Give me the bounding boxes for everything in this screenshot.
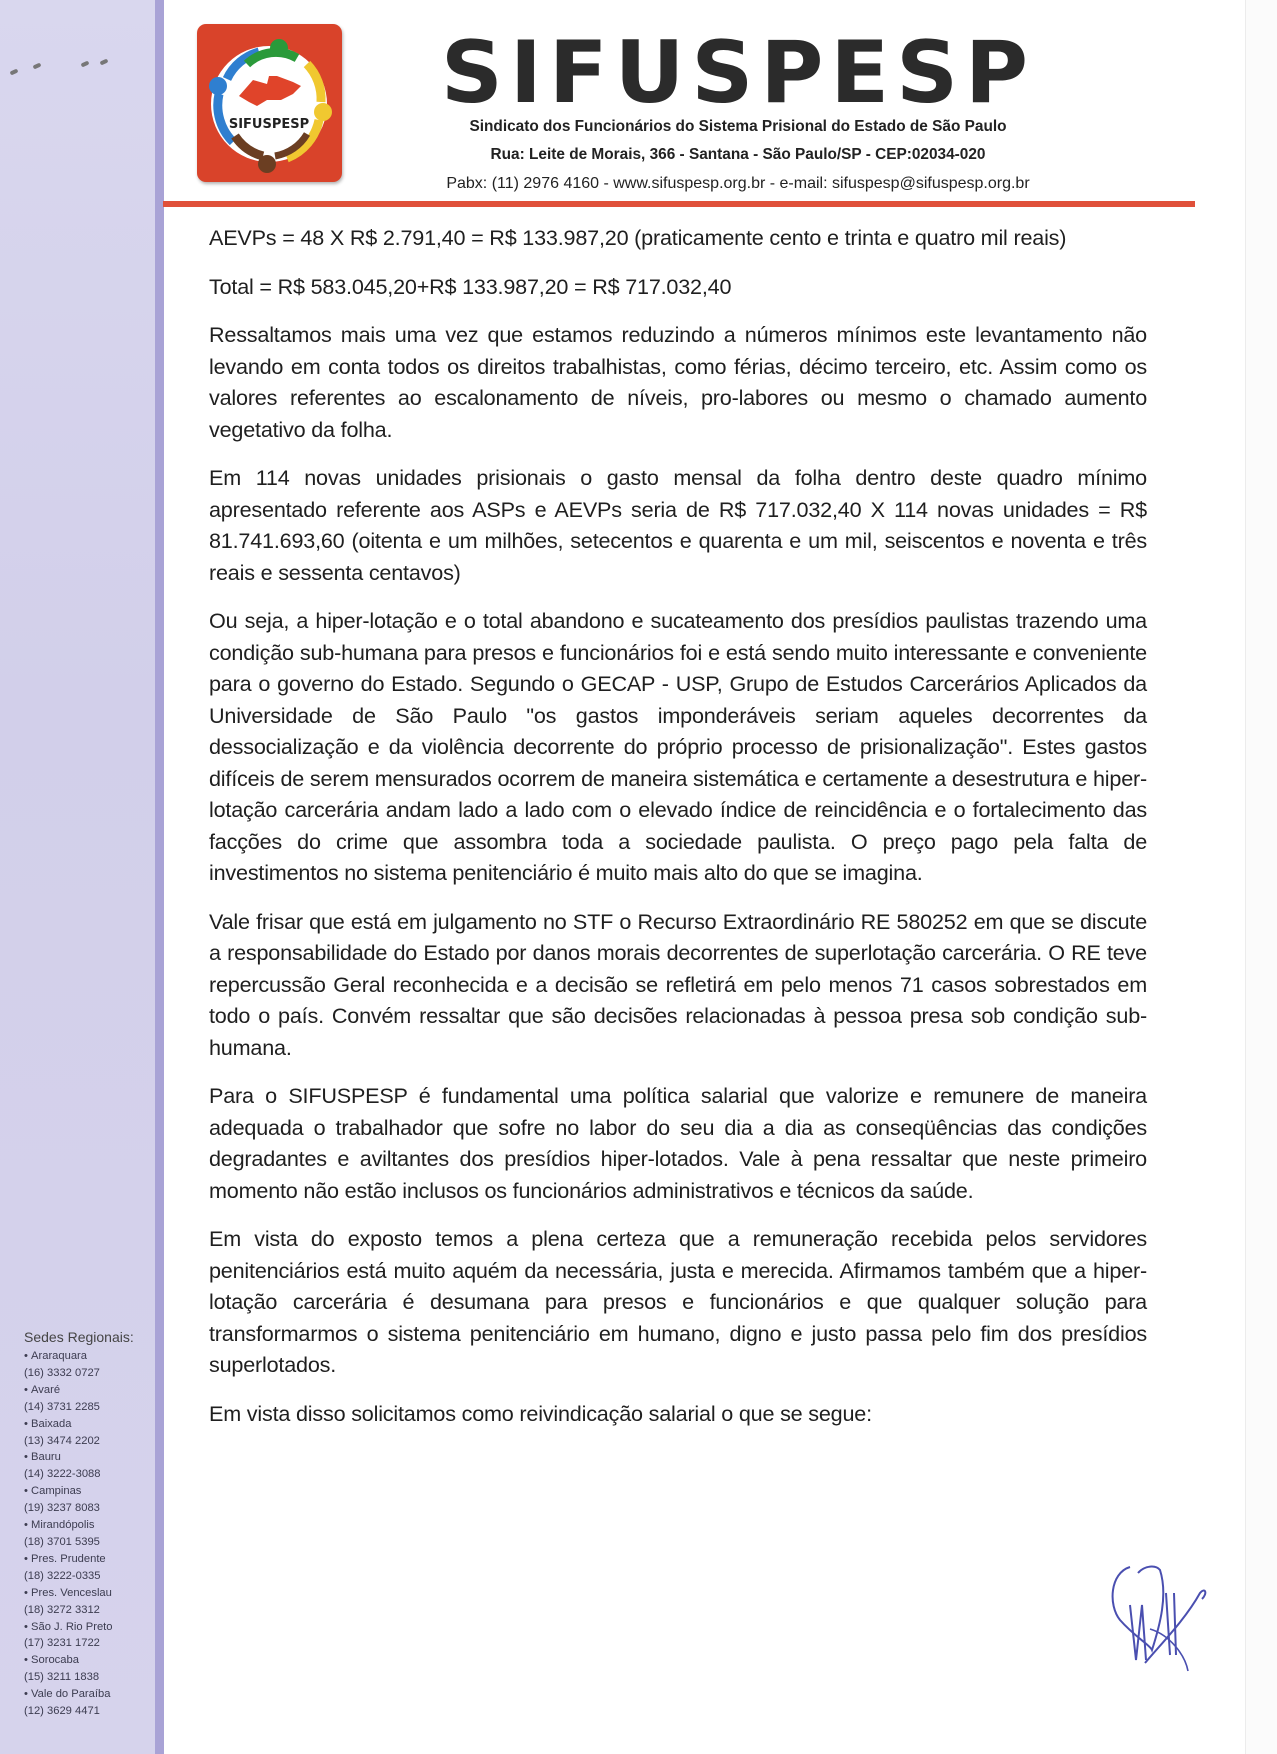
- paragraph-request: Em vista disso solicitamos como reivindicação salarial o que se segue:: [209, 1400, 872, 1426]
- office-item: • Baixada (13) 3474 2202: [24, 1416, 154, 1450]
- regional-offices-list: [24, 1327, 154, 1720]
- letter-body: [209, 222, 1147, 1446]
- signature-icon: [1090, 1565, 1210, 1675]
- office-phone: (17) 3231 1722: [24, 1637, 100, 1650]
- office-phone: (18) 3272 3312: [24, 1603, 100, 1616]
- office-item: • Campinas (19) 3237 8083: [24, 1483, 154, 1517]
- page-edge: [1245, 0, 1277, 1754]
- paragraph-aevps-calc: AEVPs = 48 X R$ 2.791,40 = R$ 133.987,20 (praticamente cento e trinta e quatro mil reais): [209, 225, 1067, 250]
- office-item: • Vale do Paraíba (12) 3629 4471: [24, 1686, 154, 1720]
- regional-offices-sidebar: [0, 0, 155, 1754]
- office-item: • Bauru (14) 3222-3088: [24, 1449, 154, 1483]
- paragraph-salary-policy: Para o SIFUSPESP é fundamental uma política salarial que valorize e remunere de maneira adequada o trabalhador que sofre no labor do seu dia a dia as conseqüências das condições degradantes e aviltantes dos presídios hiper-lotados. Vale à pena ressaltar que neste primeiro momento não estão inclusos os funcionários administrativos e técnicos da saúde.: [209, 1083, 1147, 1203]
- office-item: • São J. Rio Preto (17) 3231 1722: [24, 1619, 154, 1653]
- office-phone: (12) 3629 4471: [24, 1705, 100, 1718]
- office-item: • Pres. Venceslau (18) 3272 3312: [24, 1585, 154, 1619]
- union-circle-icon: [197, 24, 342, 182]
- svg-text:SIFUSPESP: SIFUSPESP: [228, 117, 310, 132]
- brand-title: SIFUSPESP: [440, 23, 1036, 123]
- office-phone: (14) 3222-3088: [24, 1468, 101, 1481]
- organization-address: Rua: Leite de Morais, 366 - Santana - São Paulo/SP - CEP:02034-020: [490, 146, 986, 163]
- office-phone: (18) 3701 5395: [24, 1535, 100, 1548]
- office-phone: (15) 3211 1838: [24, 1671, 100, 1684]
- office-item: • Mirandópolis (18) 3701 5395: [24, 1517, 154, 1551]
- paragraph-stf-appeal: Vale frisar que está em julgamento no STF o Recurso Extraordinário RE 580252 em que se discute a responsabilidade do Estado por danos morais decorrentes de superlotação carcerária. O RE teve repercussão Geral reconhecida e a decisão se refletirá em pelo menos 71 casos sobrestados em todo o país. Convém ressaltar que são decisões relacionadas à pessoa presa sob condição sub-humana.: [209, 908, 1147, 1060]
- office-item: • Pres. Prudente (18) 3222-0335: [24, 1551, 154, 1585]
- office-phone: (19) 3237 8083: [24, 1502, 100, 1515]
- office-phone: (16) 3332 0727: [24, 1366, 100, 1379]
- office-item: • Sorocaba (15) 3211 1838: [24, 1652, 154, 1686]
- office-phone: (18) 3222-0335: [24, 1569, 101, 1582]
- sifuspesp-logo: [197, 24, 342, 182]
- paragraph-reduction-note: Ressaltamos mais uma vez que estamos reduzindo a números mínimos este levantamento não levando em conta todos os direitos trabalhistas, como férias, décimo terceiro, etc. Assim como os valores referentes ao escalonamento de níveis, pro-labores ou mesmo o chamado aumento vegetativo da folha.: [209, 322, 1147, 442]
- paragraph-new-units-cost: Em 114 novas unidades prisionais o gasto mensal da folha dentro deste quadro mínimo apresentado referente aos ASPs e AEVPs seria de R$ 717.032,40 X 114 novas unidades = R$ 81.741.693,60 (oitenta e um milhões, setecentos e quarenta e um mil, seiscentos e noventa e três reais e sessenta centavos): [209, 465, 1147, 585]
- organization-full-name: Sindicato dos Funcionários do Sistema Prisional do Estado de São Paulo: [469, 118, 1007, 135]
- punch-holes: [8, 62, 108, 82]
- paragraph-overcrowding: Ou seja, a hiper-lotação e o total abandono e sucateamento dos presídios paulistas trazendo uma condição sub-humana para presos e funcionários foi e está sendo muito interessante e conveniente para o governo do Estado. Segundo o GECAP - USP, Grupo de Estudos Carcerários Aplicados da Universidade de São Paulo "os gastos imponderáveis seriam aqueles decorrentes da dessocialização e da violência decorrente do próprio processo de prisionalização". Estes gastos difíceis de serem mensurados ocorrem de maneira sistemática e certamente a desestrutura e hiper-lotação carcerária andam lado a lado com o elevado índice de reincidência e o fortalecimento das facções do crime que assombra toda a sociedade paulista. O preço pago pela falta de investimentos no sistema penitenciário é muito mais alto do que se imagina.: [209, 608, 1147, 885]
- paragraph-conclusion: Em vista do exposto temos a plena certeza que a remuneração recebida pelos servidores penitenciários está muito aquém da necessária, justa e merecida. Afirmamos também que a hiper-lotação carcerária é desumana para presos e funcionários e que qualquer solução para transformarmos o sistema penitenciário em humano, digno e justo passa pelo fim dos presídios superlotados.: [209, 1226, 1147, 1377]
- paragraph-total: Total = R$ 583.045,20+R$ 133.987,20 = R$ 717.032,40: [209, 273, 732, 299]
- regional-offices-title: Sedes Regionais:: [24, 1329, 134, 1345]
- office-phone: (13) 3474 2202: [24, 1434, 100, 1447]
- sidebar-stripe: [155, 0, 164, 1754]
- header-divider: [163, 201, 1195, 207]
- office-item: • Araraquara (16) 3332 0727: [24, 1348, 154, 1382]
- office-phone: (14) 3731 2285: [24, 1400, 100, 1413]
- organization-contact: Pabx: (11) 2976 4160 - www.sifuspesp.org.br - e-mail: sifuspesp@sifuspesp.org.br: [446, 175, 1030, 192]
- office-item: • Avaré (14) 3731 2285: [24, 1382, 154, 1416]
